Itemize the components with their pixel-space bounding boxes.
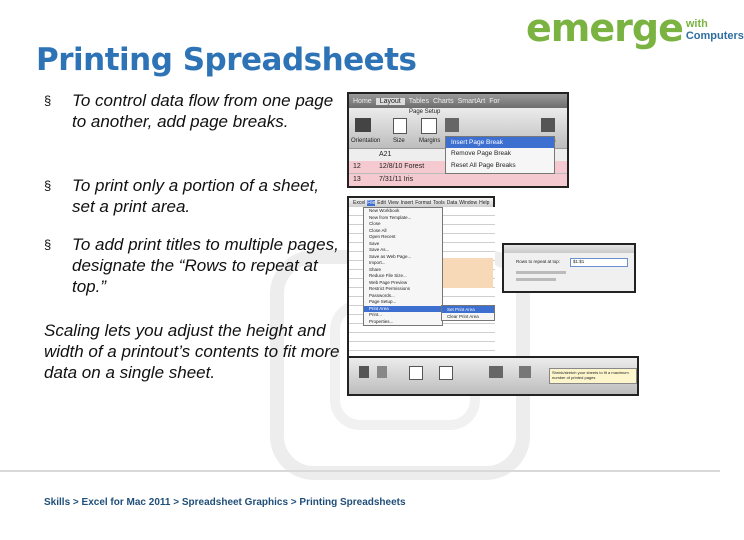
file-menu-item[interactable]: Save	[369, 240, 380, 246]
rows-to-repeat-value: $1:$1	[573, 259, 585, 264]
remove-page-break-item[interactable]: Remove Page Break	[451, 150, 511, 157]
file-menu-item[interactable]: Close All	[369, 227, 387, 233]
file-menu-item[interactable]: Print...	[369, 312, 383, 317]
margins-icon	[421, 118, 437, 134]
file-menu-item[interactable]: Restrict Permissions	[369, 286, 411, 291]
row-number: 12	[353, 163, 361, 170]
file-menu-item[interactable]: Passwords...	[369, 292, 395, 298]
bullet-marker: §	[44, 178, 52, 193]
ribbon-icon	[489, 366, 503, 378]
print-titles-screenshot	[502, 243, 636, 293]
menu-help: Help	[479, 199, 490, 206]
menu-tools: Tools	[433, 199, 445, 206]
footer-divider	[0, 470, 720, 472]
bullet-marker: §	[44, 237, 52, 252]
bullet-print-titles	[44, 234, 344, 297]
logo-with-text: with	[685, 18, 708, 30]
row-text: 7/31/11 Iris	[379, 176, 414, 183]
tab-smartart: SmartArt	[457, 97, 486, 105]
file-menu-item[interactable]: Web Page Preview	[369, 279, 408, 285]
file-menu-item[interactable]: Reduce File Size...	[369, 273, 407, 278]
logo-side	[686, 19, 744, 42]
ribbon-icon	[439, 366, 453, 380]
row-number: 13	[353, 176, 361, 183]
file-menu-item[interactable]: Properties...	[369, 318, 394, 324]
footer-breadcrumb: Skills > Excel for Mac 2011 > Spreadsheet Graphics > Printing Spreadsheets	[44, 497, 406, 508]
bullet-text: To add print titles to multiple pages, designate the “Rows to repeat at top.”	[72, 235, 339, 296]
scale-ribbon	[349, 358, 637, 394]
page-break-screenshot	[347, 92, 569, 188]
print-area-menu-item[interactable]: Print Area	[364, 306, 442, 313]
dialog-row	[516, 271, 566, 274]
menu-data: Data	[446, 199, 458, 206]
bullet-text: To control data flow from one page to another, add page breaks.	[72, 91, 334, 131]
sheet-row	[349, 174, 567, 186]
ribbon-icon	[359, 366, 369, 378]
menu-format: Format	[415, 199, 432, 206]
breaks-icon	[445, 118, 459, 132]
logo-computers-text: Computers	[685, 30, 744, 42]
size-icon	[393, 118, 407, 134]
ribbon-icon	[409, 366, 423, 380]
tab-layout: Layout	[376, 98, 405, 105]
file-menu-item[interactable]: Close	[369, 221, 381, 226]
tab-home: Home	[353, 97, 372, 105]
file-menu-item[interactable]: New from Template...	[369, 214, 412, 220]
ribbon-tabs	[349, 94, 567, 108]
breaks-dropdown-menu	[445, 136, 555, 174]
file-menu-item[interactable]: Share	[369, 266, 382, 272]
tab-tables: Tables	[408, 97, 429, 105]
orientation-icon	[355, 118, 371, 132]
bullet-print-area	[44, 175, 344, 217]
emerge-logo	[526, 4, 744, 48]
scale-tooltip	[549, 368, 637, 384]
orientation-label: Orientation	[351, 138, 381, 144]
bullet-marker: §	[44, 93, 52, 108]
menu-view: View	[387, 199, 399, 206]
menu-excel: Excel	[353, 199, 366, 206]
slide-title: Printing Spreadsheets	[36, 42, 417, 78]
margins-label: Margins	[419, 138, 441, 144]
menu-window: Window	[459, 199, 478, 206]
tab-formulas: For	[489, 97, 500, 105]
tooltip-text: Shrink/stretch your sheets to fit a maximum number of printed pages	[552, 370, 629, 380]
insert-page-break-item[interactable]: Insert Page Break	[446, 137, 554, 148]
menu-insert: Insert	[400, 199, 414, 206]
options-icon	[541, 118, 555, 132]
bullet-page-breaks	[44, 90, 344, 132]
menu-bar	[349, 198, 493, 207]
scale-to-fit-screenshot	[347, 356, 639, 396]
cell-reference: A21	[379, 151, 392, 158]
rows-to-repeat-field[interactable]	[570, 258, 628, 267]
rows-to-repeat-label: Rows to repeat at top:	[516, 259, 561, 264]
logo-main-text: emerge	[526, 6, 683, 50]
size-label: Size	[393, 138, 405, 144]
file-menu-item[interactable]: Save as Web Page...	[369, 253, 412, 259]
print-area-submenu	[441, 305, 495, 321]
dialog-titlebar	[504, 245, 634, 253]
menu-edit: Edit	[377, 199, 386, 206]
file-menu-item[interactable]: New Workbook	[369, 208, 400, 213]
file-menu-item[interactable]: Page Setup...	[369, 299, 397, 304]
bullet-text: To print only a portion of a sheet, set a print area.	[72, 176, 319, 216]
reset-page-breaks-item[interactable]: Reset All Page Breaks	[451, 162, 516, 169]
set-print-area-item[interactable]: Set Print Area	[442, 306, 494, 313]
scaling-paragraph: Scaling lets you adjust the height and width of a printout’s contents to fit more data on a single sheet.	[44, 321, 340, 382]
file-menu-item[interactable]: Open Recent	[369, 234, 396, 239]
group-label: Page Setup	[409, 109, 441, 115]
ribbon-icon	[519, 366, 531, 378]
file-menu	[363, 207, 443, 326]
ribbon-icon	[377, 366, 387, 378]
menu-file: File	[367, 199, 376, 206]
file-menu-item[interactable]: Import...	[369, 260, 386, 265]
dialog-row	[516, 278, 556, 281]
file-menu-item[interactable]: Save As...	[369, 247, 390, 252]
row-text: 12/8/10 Forest	[379, 163, 425, 170]
tab-charts: Charts	[432, 97, 454, 105]
clear-print-area-item[interactable]: Clear Print Area	[447, 314, 479, 319]
